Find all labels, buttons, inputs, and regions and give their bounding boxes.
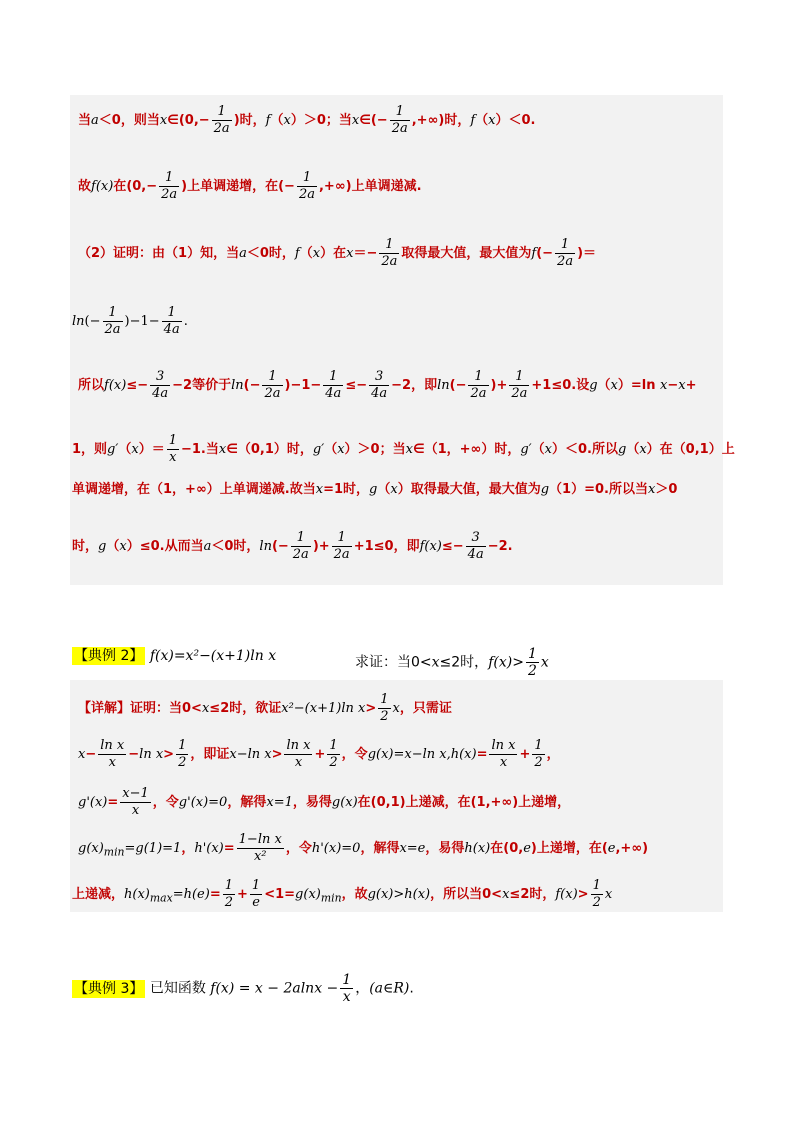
detail-line-5: 上递减，$h(x)_{max}=h(e)=$ $\frac{1}{2}$ + $\frac{1}{e}$ $<1=g(x)_{min}$，故g(x)>h(x)，所以当0<x≤2时，f(x)> $\frac{1}{2}$ x <box>72 878 613 910</box>
text-line-4: ln(− $\frac{1}{2a}$ )−1− $\frac{1}{4a}$ . <box>72 305 188 337</box>
text-line-2: 故f(x)在(0,− $\frac{1}{2a}$ )上单调递增，在(− $\frac{1}{2a}$ ,+∞)上单调递减. <box>78 170 422 202</box>
detail-line-2: x− $\frac{\text{ln x}}{x}$ −ln x> $\frac{1}{2}$ ，即证x−ln x> $\frac{\text{ln x}}{x}$ + $\frac{1}{2}$ ，令g(x)=x−ln x,h(x)= $\frac{\text{ln x}}{x}$ + $\frac{1}{2}$ ， <box>78 738 560 770</box>
example2-prove: 求证：当0<x≤2时，f(x)> $\frac{1}{2}$ x <box>355 646 549 679</box>
text-line-8: 时，g（x）≤0.从而当a＜0时，ln(− $\frac{1}{2a}$ )+ $\frac{1}{2a}$ +1≤0，即f(x)≤− $\frac{3}{4a}$ −2. <box>72 530 513 562</box>
detail-line-1: 【详解】证明：当0<x≤2时，欲证x²−(x+1)ln x> $\frac{1}{2}$ x，只需证 <box>78 692 452 724</box>
detail-line-4: $g(x)_{min}=g(1)=1$，h'(x)= $\frac{\text{1−ln x}}{\text{x²}}$ ，令h'(x)=0，解得x=e，易得h(x)在(0,e)上递增，在(e,+∞) <box>78 832 649 864</box>
text-line-1: 当a＜0，则当x∈(0,− $\frac{1}{2a}$ )时，f（x）＞0；当x∈(− $\frac{1}{2a}$ ,+∞)时，f（x）＜0. <box>78 104 536 136</box>
detail-line-3: g'(x)= $\frac{x-1}{x}$ ，令g'(x)=0，解得x=1，易得g(x)在(0,1)上递减，在(1,+∞)上递增， <box>78 786 571 818</box>
text-line-5: 所以f(x)≤− $\frac{3}{4a}$ −2等价于ln(− $\frac{1}{2a}$ )−1− $\frac{1}{4a}$ ≤− $\frac{3}{4a}$ −2，即ln(− $\frac{1}{2a}$ )+ $\frac{1}{2a}$ +1≤0.设g（x）=ln x−x+ <box>78 369 697 401</box>
solution-panel-1 <box>70 95 723 585</box>
example3-badge: 【典例 3】 <box>74 980 144 997</box>
example2-badge: 【典例 2】 <box>74 648 144 664</box>
example2-header <box>72 646 276 666</box>
text-line-7: 单调递增，在（1，+∞）上单调递减.故当x=1时，g（x）取得最大值，最大值为g（1）=0.所以当x＞0 <box>72 482 678 497</box>
text-line-6: 1，则g′（x）＝ $\frac{1}{x}$ −1.当x∈（0,1）时，g′（x）＞0；当x∈（1，+∞）时，g′（x）＜0.所以g（x）在（0,1）上 <box>72 433 735 465</box>
text-line-3: （2）证明：由（1）知，当a＜0时，f（x）在x＝− $\frac{1}{2a}$ 取得最大值，最大值为f(− $\frac{1}{2a}$ )＝ <box>78 237 597 269</box>
example2-formula: f(x)=x²−(x+1)ln x <box>149 648 277 664</box>
example3-header: 【典例 3】 已知函数 f(x) = x − 2alnx − $\frac{1}{x}$ ，(a∈R). <box>74 972 414 1005</box>
